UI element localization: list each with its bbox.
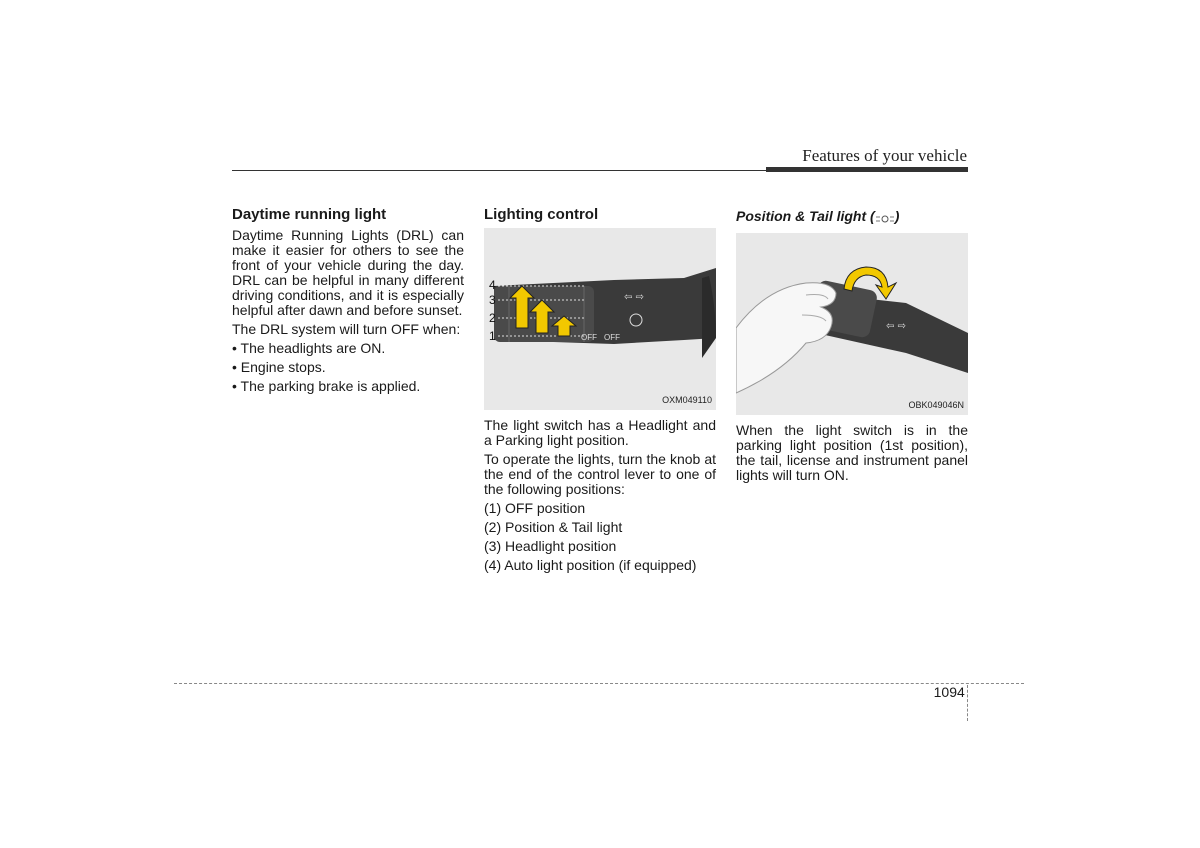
operate-lights-instruction: To operate the lights, turn the knob at the end of the control lever to one of the following positions: bbox=[484, 451, 716, 497]
drl-off-conditions-list bbox=[232, 341, 464, 394]
header-title: Features of your vehicle bbox=[802, 146, 967, 165]
page-number: 109 bbox=[933, 684, 957, 700]
hand-illustration bbox=[736, 233, 968, 415]
list-item: • The parking brake is applied. bbox=[232, 378, 421, 394]
header-rule bbox=[232, 170, 766, 171]
svg-text:⇦ ⇨: ⇦ ⇨ bbox=[886, 321, 906, 332]
list-item: (4) Auto light position (if equipped) bbox=[484, 557, 697, 573]
column-position-tail-light bbox=[736, 207, 968, 487]
heading-close: ) bbox=[894, 208, 900, 224]
heading-position-tail-light bbox=[736, 209, 968, 224]
lever-illustration bbox=[484, 228, 716, 410]
position-label-2: 2 bbox=[489, 311, 496, 325]
figure-code: OBK049046N bbox=[908, 400, 964, 410]
list-item: • Engine stops. bbox=[232, 359, 326, 375]
heading-text: Position & Tail light ( bbox=[736, 208, 875, 224]
figure-light-switch-lever bbox=[484, 228, 716, 410]
section-number: 4 bbox=[957, 684, 965, 700]
switch-off-label-inner: OFF bbox=[581, 333, 597, 342]
column-daytime-running-light bbox=[232, 207, 464, 398]
svg-text:⇦ ⇨: ⇦ ⇨ bbox=[624, 292, 644, 303]
position-label-1: 1 bbox=[489, 329, 496, 343]
parking-light-description: When the light switch is in the parking light position (1st position), the tail, license and instrument panel lights will turn ON. bbox=[736, 422, 968, 483]
position-label-4: 4 bbox=[489, 278, 496, 292]
heading-lighting-control: Lighting control bbox=[484, 206, 599, 223]
footer-divider bbox=[967, 685, 968, 721]
parking-light-icon bbox=[875, 212, 895, 222]
header-bar bbox=[766, 167, 968, 172]
list-item: (3) Headlight position bbox=[484, 538, 617, 554]
heading-daytime-running-light: Daytime running light bbox=[232, 206, 387, 223]
list-item: (2) Position & Tail light bbox=[484, 519, 623, 535]
footer-rule bbox=[174, 683, 1024, 684]
list-item: (1) OFF position bbox=[484, 500, 586, 516]
list-item: • The headlights are ON. bbox=[232, 340, 386, 356]
drl-off-conditions-intro: The DRL system will turn OFF when: bbox=[232, 321, 461, 337]
light-switch-description: The light switch has a Headlight and a Parking light position. bbox=[484, 417, 716, 448]
drl-description: Daytime Running Lights (DRL) can make it easier for others to see the front of your vehicle during the day. DRL can be helpful in many different driving conditions, and it is especially helpful after dawn and before sunset. bbox=[232, 227, 464, 318]
figure-code: OXM049110 bbox=[662, 395, 712, 405]
figure-hand-turning-knob bbox=[736, 233, 968, 415]
position-label-3: 3 bbox=[489, 293, 496, 307]
column-lighting-control bbox=[484, 207, 716, 577]
switch-off-label: OFF bbox=[604, 333, 620, 342]
